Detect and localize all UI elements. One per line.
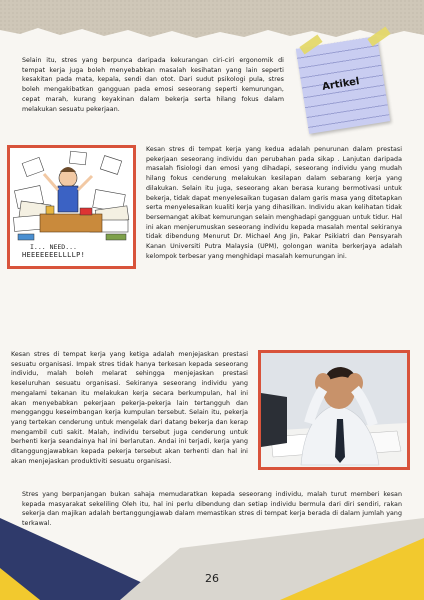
photo-illustration: [261, 353, 407, 467]
tape-right: [367, 27, 390, 47]
cartoon-caption-need: I... NEED...: [30, 243, 77, 251]
note-label: Artikel: [321, 76, 361, 93]
stress-cartoon-image: [7, 145, 136, 269]
paragraph-conclusion: Stres yang berpanjangan bukan sahaja memudaratkan kepada seseorang individu, malah turut memberi kesan kepada masyarakat sekeliling Oleh itu, hal ini perlu dibendung dan setiap individu bermula dari diri sendiri, rakan sekerja dan majikan adalah bertanggungjawab dalam memastikan stres di tempat kerja berada di dalam jumlah yang terkawal.: [22, 491, 402, 528]
artikel-sticky-note: [296, 28, 396, 138]
paragraph-ergonomic: Selain itu, stres yang berpunca daripada kekurangan ciri-ciri ergonomik di tempat kerja juga boleh menyebabkan masalah kesihatan yang lain seperti kesakitan pada mata, kepala, sendi dan otot. Dari sudut psikologi pula, stres boleh mengakibatkan gangguan pada emosi seseorang seperti kemurungan, cepat marah, kurang keyakinan dalam bekerja serta hilang fokus dalam melakukan sesuatu pekerjaan.: [22, 57, 284, 113]
cartoon-caption-help: HEEEEEEELLLLP!: [22, 251, 86, 259]
paragraph-performance: Kesan stres di tempat kerja yang kedua adalah penurunan dalam prestasi pekerjaan seseorang individu dan perubahan pada sikap . Lanjutan daripada masalah fisiologi dan emosi yang dihadapi, seseorang individu yang mudah hilang fokus cenderung melakukan kesilapan dalam sebarang kerja yang dilakukan. Selain itu juga, seseorang akan berasa kurang bermotivasi untuk bekerja, tidak dapat menyelesaikan tugasan dalam garis masa yang ditetapkan serta menyelesaikan kualiti kerja yang dihasilkan. Individu akan kelihatan tidak bersemangat akibat kemurungan selain menghadapi gangguan untuk tidur. Hal ini akan menjerumuskan seseorang individu kepada masalah mental sekiranya tidak dibendung Menurut Dr. Michael Ang Jin, Pakar Psikiatri dan Pensyarah Kanan Universiti Putra Malaysia (UPM), golongan wanita berkerjaya adalah kelompok terbesar yang menghidapi masalah kemurungan ini.: [146, 146, 402, 260]
stressed-man-photo: [258, 350, 410, 470]
paragraph-organisation: Kesan stres di tempat kerja yang ketiga adalah menjejaskan prestasi sesuatu organisasi. Impak stres tidak hanya terkesan kepada seseorang individu, malah boleh melarat sehingga menjejaskan prestasi keseluruhan sesuatu organisasi. Sekiranya seseorang individu yang mengalami tekanan itu melakukan kerja secara berkumpulan, hal ini akan menyebabkan pekerjaan pekerja-pekerja lain tertangguh dan mengganggu keseimbangan kerja kumpulan tersebut. Selain itu, pekerja yang tertekan cenderung untuk mengelak dari datang bekerja dan kerap mengambil cuti sakit. Malah, individu tersebut juga cenderung untuk berhenti kerja seandainya hal ini berlarutan. Andai ini terjadi, kerja yang ditanggungjawabkan kepada pekerja tersebut akan terhenti dan hal ini akan menjejaskan produktiviti sesuatu organisasi.: [11, 351, 248, 465]
page-number: 26: [205, 572, 219, 585]
